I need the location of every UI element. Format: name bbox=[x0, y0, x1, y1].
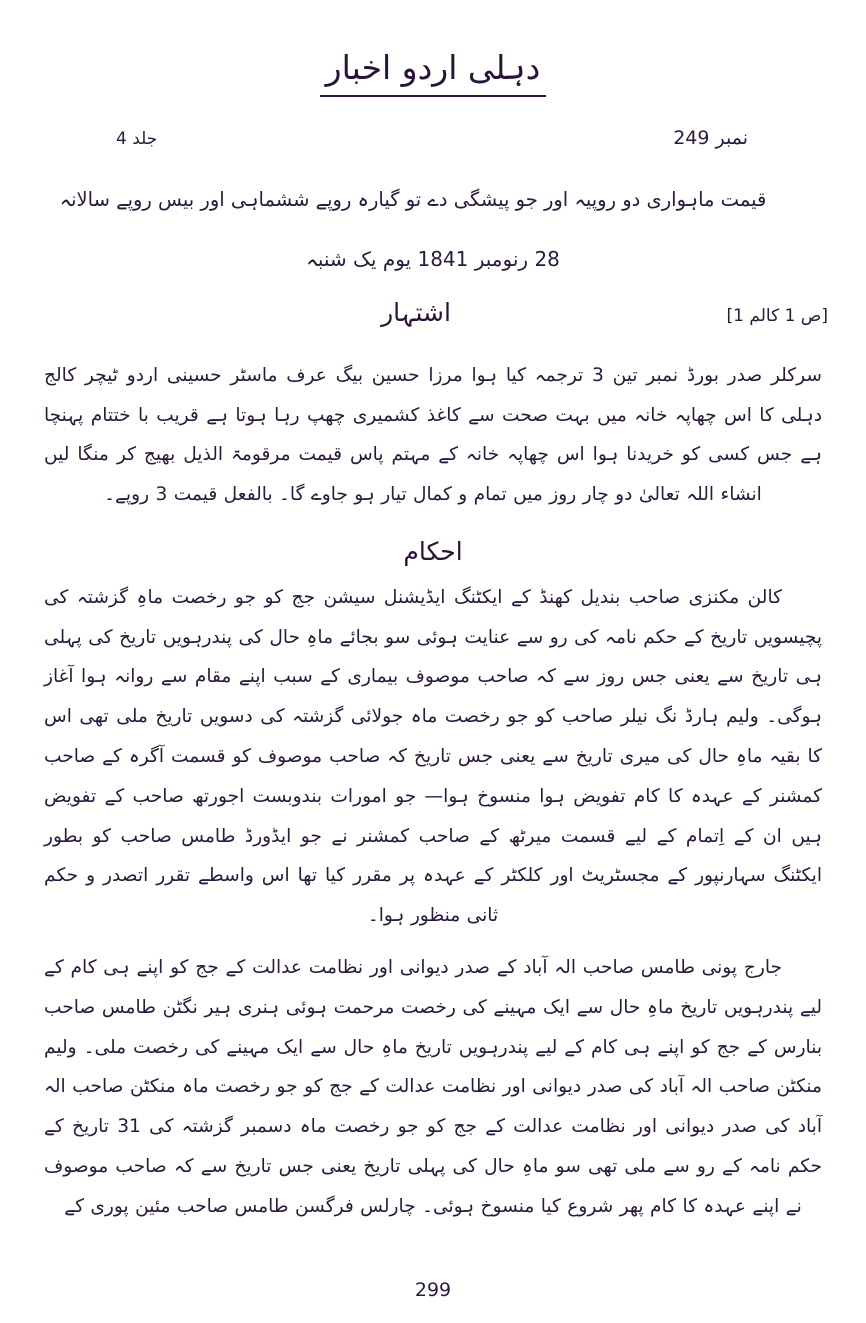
page-number: 299 bbox=[414, 1279, 452, 1301]
paragraph-ahkam-2: جارج پونی طامس صاحب الہ آباد کے صدر دیوانی اور نظامت عدالت کے جج کو اپنے ہی کام کے لیے پندرہویں تاریخ ماہِ حال سے ایک مہینے کی رخصت مرحمت ہوئی ہنری ہیر نگٹن طامس صاحب بنارس کے جج کو اپنے ہی کام کے لیے پندرہویں تاریخ ماہِ حال سے ایک مہینے کی رخصت ملی۔ ولیم منکٹن صاحب الہ آباد کی صدر دیوانی اور نظامت عدالت کے جج کو جو رخصت ماہ منکٹن صاحب الہ آباد کی صدر دیوانی اور نظامت عدالت کے جج کو جو رخصت ماہ دسمبر گزشتہ کی 31 تاریخ کے حکم نامہ کے رو سے ملی تھی سو ماہِ حال کی پہلی تاریخ یعنی جس تاریخ سے کہ صاحب موصوف نے اپنے عہدہ کا کام پھر شروع کیا منسوخ ہوئی۔ چارلس فرگسن طامس صاحب مئین پوری کے bbox=[44, 956, 822, 1217]
masthead bbox=[38, 0, 828, 97]
issue-volume: جلد 4 bbox=[116, 128, 158, 149]
newspaper-title: دہلی اردو اخبار bbox=[320, 46, 547, 97]
section-heading-ahkam: احکام bbox=[403, 536, 463, 566]
section-heading-ishtihar: اشتہار bbox=[381, 297, 451, 327]
issue-info-row bbox=[38, 127, 828, 167]
paragraph-ahkam-1: کالن مکنزی صاحب بندیل کھنڈ کے ایکٹنگ ایڈیشنل سیشن جج کو جو رخصت ماہِ گزشتہ کی پچیسویں تاریخ کے حکم نامہ کی رو سے عنایت ہوئی سو بجائے ماہِ حال کی پندرہویں تاریخ کی پہلی ہی تاریخ سے یعنی جس روز سے کہ صاحب موصوف بیماری کے سبب اپنے مقام سے روانہ ہوا آغاز ہوگی۔ ولیم ہارڈ نگ نیلر صاحب کو جو رخصت ماہ جولائی گزشتہ کی دسویں تاریخ ملی تھی اس کا بقیہ ماہِ حال کی میری تاریخ سے یعنی جس تاریخ کہ صاحب موصوف کو قسمت آگرہ کے صاحب کمشنر کے عہدہ کا کام تفویض ہوا منسوخ ہوا— جو امورات بندوبست اجورتھ صاحب کے تفویض ہیں ان کے اِتمام کے لیے قسمت میرٹھ کے صاحب کمشنر نے جو ایڈورڈ طامس صاحب کو بطور ایکٹنگ سہارنپور کے مجسٹریٹ اور کلکٹر کے عہدہ پر مقرر کیا تھا اس واسطے تقرر اتصدر و حکم ثانی منظور ہوا۔ bbox=[44, 586, 822, 927]
section-header-advertisement bbox=[38, 298, 828, 342]
issue-number: نمبر 249 bbox=[673, 126, 748, 149]
paragraph-advertisement-1: سرکلر صدر بورڈ نمبر تین 3 ترجمہ کیا ہوا مرزا حسین بیگ عرف ماسٹر حسینی اردو ٹیچر کالج دہلی کا اس چھاپہ خانہ میں بہت صحت سے کاغذ کشمیری چھپ رہا ہوتا ہے قریب با ختتام پہنچا ہے جس کسی کو خریدنا ہوا اس چھاپہ خانہ کے مہتم پاس قیمت مرقومۃ الذیل بھیج کر منگا لیں انشاء اللہ تعالیٰ دو چار روز میں تمام و کمال تیار ہو جاوے گا۔ بالفعل قیمت 3 روپے۔ bbox=[44, 364, 822, 506]
subscription-price-line: قیمت ماہواری دو روپیہ اور جو پیشگی دے تو گیارہ روپے ششماہی اور بیس روپے سالانہ bbox=[59, 187, 767, 211]
page-column-reference: [ص 1 کالم 1] bbox=[726, 305, 828, 326]
publication-date: 28 رنومبر 1841 یوم یک شنبہ bbox=[306, 246, 560, 271]
